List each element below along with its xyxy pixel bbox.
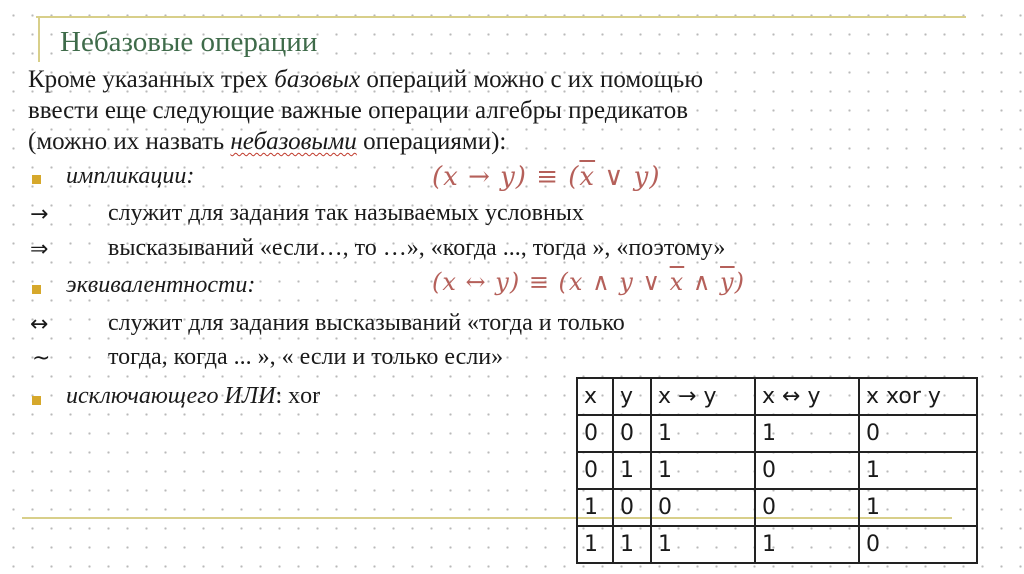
table-cell: 1 [577,489,613,526]
intro-paragraph [28,64,998,157]
table-cell: 0 [755,489,859,526]
table-cell: 0 [613,489,651,526]
double-arrow-right-icon: ⇒ [30,237,49,262]
intro-emphasis-basic: базовых [274,66,361,93]
equivalence-term-text: эквивалентности: [66,272,256,298]
table-cell: 1 [651,526,755,563]
top-rule [36,16,966,18]
table-cell: 1 [859,489,977,526]
intro-text: (можно их назвать [28,128,231,155]
table-cell: 1 [613,452,651,489]
intro-text: Кроме указанных трех [28,66,275,93]
table-row [577,526,977,563]
implication-term [66,163,194,190]
implication-formula [432,162,661,192]
table-cell: 1 [755,415,859,452]
intro-emphasis-nonbasic: небазовыми [230,128,357,155]
intro-text: операций можно с их помощью [360,66,703,93]
xor-suffix: : xor [275,383,321,409]
formula-part: ∨ y) [595,162,661,192]
table-row [577,489,977,526]
truth-table [576,377,978,564]
table-cell: 0 [577,452,613,489]
table-header-cell: x ↔ y [755,378,859,415]
table-cell: 0 [577,415,613,452]
table-header-cell: x [577,378,613,415]
intro-line-1 [28,64,998,95]
table-cell: 1 [651,452,755,489]
table-cell: 1 [859,452,977,489]
intro-line-2: ввести еще следующие важные операции алгебры предикатов [28,97,688,124]
formula-negated-x: $\overline{x}$ [669,268,685,296]
table-cell: 0 [613,415,651,452]
formula-negated-x: $\overline{x}$ [579,162,596,192]
title-left-rule [38,18,40,62]
table-header-cell: x xor y [859,378,977,415]
implication-line-1: служит для задания так называемых условных [108,200,584,226]
table-cell: 1 [613,526,651,563]
formula-negated-y: $\overline{y}$ [720,268,735,296]
equivalence-line-1: служит для задания высказываний «тогда и только [108,310,625,336]
equivalence-formula [432,268,745,296]
table-row [577,452,977,489]
bullet-icon [32,175,41,184]
table-header-cell: y [613,378,651,415]
table-cell: 0 [859,526,977,563]
slide-title: Небазовые операции [60,26,318,58]
table-cell: 0 [755,452,859,489]
formula-part: ) [734,268,745,296]
table-header-row [577,378,977,415]
implication-term-text: импликации: [66,163,195,189]
table-cell: 1 [755,526,859,563]
equivalence-line-2: тогда, когда ... », « если и только если» [108,344,504,370]
table-row [577,415,977,452]
formula-part: (x → y) ≡ ( [432,162,580,192]
equivalence-term [66,272,255,299]
tilde-icon: ~ [32,346,51,371]
intro-text: операциями): [356,128,507,155]
implication-line-2: высказываний «если…, то …», «когда ..., тогда », «поэтому» [108,235,726,261]
table-cell: 0 [651,489,755,526]
intro-line-3 [28,126,998,157]
xor-term [66,383,320,410]
bullet-icon [32,396,41,405]
table-cell: 1 [577,526,613,563]
xor-term-text: исключающего ИЛИ [66,383,276,409]
table-header-cell: x → y [651,378,755,415]
formula-part: (x ↔ y) ≡ (x ∧ y ∨ [432,268,670,296]
formula-part: ∧ [684,268,721,296]
bullet-icon [32,285,41,294]
arrow-right-icon: → [30,202,49,227]
double-headed-arrow-icon: ↔ [30,312,49,337]
table-cell: 0 [859,415,977,452]
table-cell: 1 [651,415,755,452]
